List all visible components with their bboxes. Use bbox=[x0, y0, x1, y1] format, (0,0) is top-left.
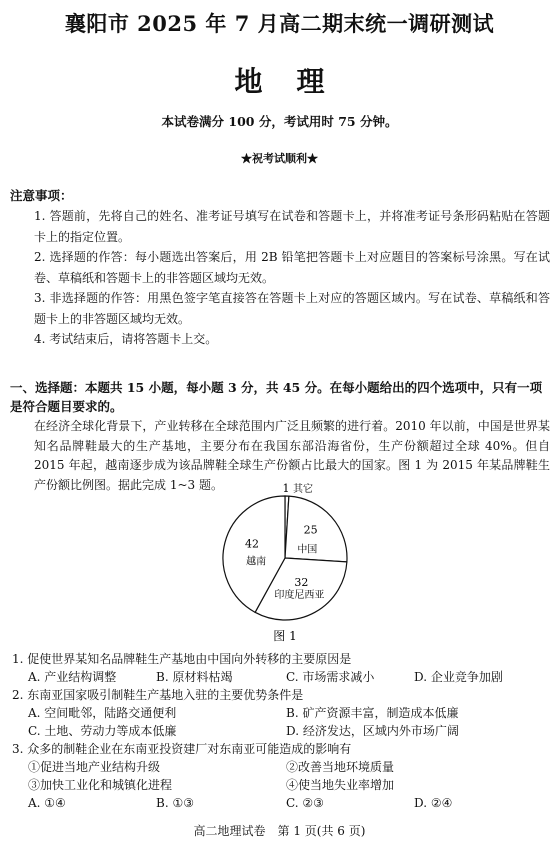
option-d[interactable]: D. 经济发达，区域内外市场广阔 bbox=[286, 724, 459, 738]
chart-caption: 图 1 bbox=[273, 629, 297, 643]
notice-item: 1. 答题前，先将自己的姓名、准考证号填写在试卷和答题卡上，并将准考证号条形码粘贴在答题卡上的指定位置。 bbox=[34, 209, 550, 244]
passage bbox=[10, 417, 550, 495]
statement-3: ③加快工业化和城镇化进程 bbox=[28, 778, 173, 792]
notice-item: 2. 选择题的作答：每小题选出答案后，用 2B 铅笔把答题卡上对应题目的答案标号涂黑。写在试卷、草稿纸和答题卡上的非答题区域均无效。 bbox=[34, 250, 550, 285]
option-a[interactable]: A. 空间毗邻，陆路交通便利 bbox=[28, 706, 177, 720]
option-d[interactable]: D. 企业竞争加剧 bbox=[414, 670, 503, 684]
page-footer: 高二地理试卷 第 1 页(共 6 页) bbox=[193, 824, 366, 838]
statement-2: ②改善当地环境质量 bbox=[286, 760, 395, 774]
notice-item: 4. 考试结束后，请将答题卡上交。 bbox=[34, 332, 218, 346]
question-stem: 3. 众多的制鞋企业在东南亚投资建厂对东南亚可能造成的影响有 bbox=[12, 742, 352, 756]
good-luck-line: ★祝考试顺利★ bbox=[241, 152, 318, 165]
pie-value-2: 25 bbox=[303, 523, 318, 537]
option-c[interactable]: C. 市场需求减小 bbox=[286, 670, 375, 684]
pie-chart bbox=[210, 482, 360, 644]
option-b[interactable]: B. ①③ bbox=[156, 796, 194, 810]
option-a[interactable]: A. ①④ bbox=[28, 796, 66, 810]
option-d[interactable]: D. ②④ bbox=[414, 796, 453, 810]
question-3 bbox=[12, 740, 542, 812]
question-stem: 1. 促使世界某知名品牌鞋生产基地由中国向外转移的主要原因是 bbox=[12, 652, 352, 666]
pie-value-1: 1 bbox=[282, 482, 290, 495]
pie-label-3: 印度尼西亚 bbox=[274, 590, 325, 602]
pie-label-1: 其它 bbox=[293, 484, 313, 495]
question-2 bbox=[12, 686, 542, 740]
notice-heading: 注意事项： bbox=[10, 188, 73, 203]
statement-1: ①促进当地产业结构升级 bbox=[28, 760, 161, 774]
option-b[interactable]: B. 矿产资源丰富，制造成本低廉 bbox=[286, 706, 459, 720]
statement-4: ④使当地失业率增加 bbox=[286, 778, 395, 792]
option-c[interactable]: C. 土地、劳动力等成本低廉 bbox=[28, 724, 177, 738]
section-heading: 一、选择题：本题共 15 小题，每小题 3 分，共 45 分。在每小题给出的四个选项中，只有一项是符合题目要求的。 bbox=[10, 380, 543, 414]
option-c[interactable]: C. ②③ bbox=[286, 796, 324, 810]
question-1 bbox=[12, 650, 542, 686]
option-a[interactable]: A. 产业结构调整 bbox=[28, 670, 117, 684]
question-stem: 2. 东南亚国家吸引制鞋生产基地入驻的主要优势条件是 bbox=[12, 688, 304, 702]
notice-item: 3. 非选择题的作答：用黑色签字笔直接答在答题卡上对应的答题区域内。写在试卷、草稿纸和答题卡上的非答题区域均无效。 bbox=[34, 291, 550, 326]
notice-list bbox=[10, 206, 550, 350]
passage-text: 在经济全球化背景下，产业转移在全球范围内广泛且频繁的进行着。2010 年以前，中国是世界某知名品牌鞋最大的生产基地，主要分布在我国东部沿海省份，生产份额超过全球 40%。但自 2015 年起，越南逐步成为该品牌鞋全球生产份额占比最大的国家。图 1 为 2015 年某品牌鞋生产份额比例图。据此完成 1~3 题。 bbox=[34, 419, 550, 492]
exam-title: 襄阳市 2025 年 7 月高二期末统一调研测试 bbox=[64, 11, 495, 36]
pie-value-3: 32 bbox=[294, 575, 309, 589]
exam-meta: 本试卷满分 100 分，考试用时 75 分钟。 bbox=[161, 114, 398, 129]
pie-label-2: 中国 bbox=[297, 544, 318, 556]
subject-title: 地理 bbox=[234, 65, 359, 98]
option-b[interactable]: B. 原材料枯竭 bbox=[156, 670, 233, 684]
pie-value-4: 42 bbox=[244, 537, 259, 551]
pie-label-4: 越南 bbox=[246, 556, 267, 568]
